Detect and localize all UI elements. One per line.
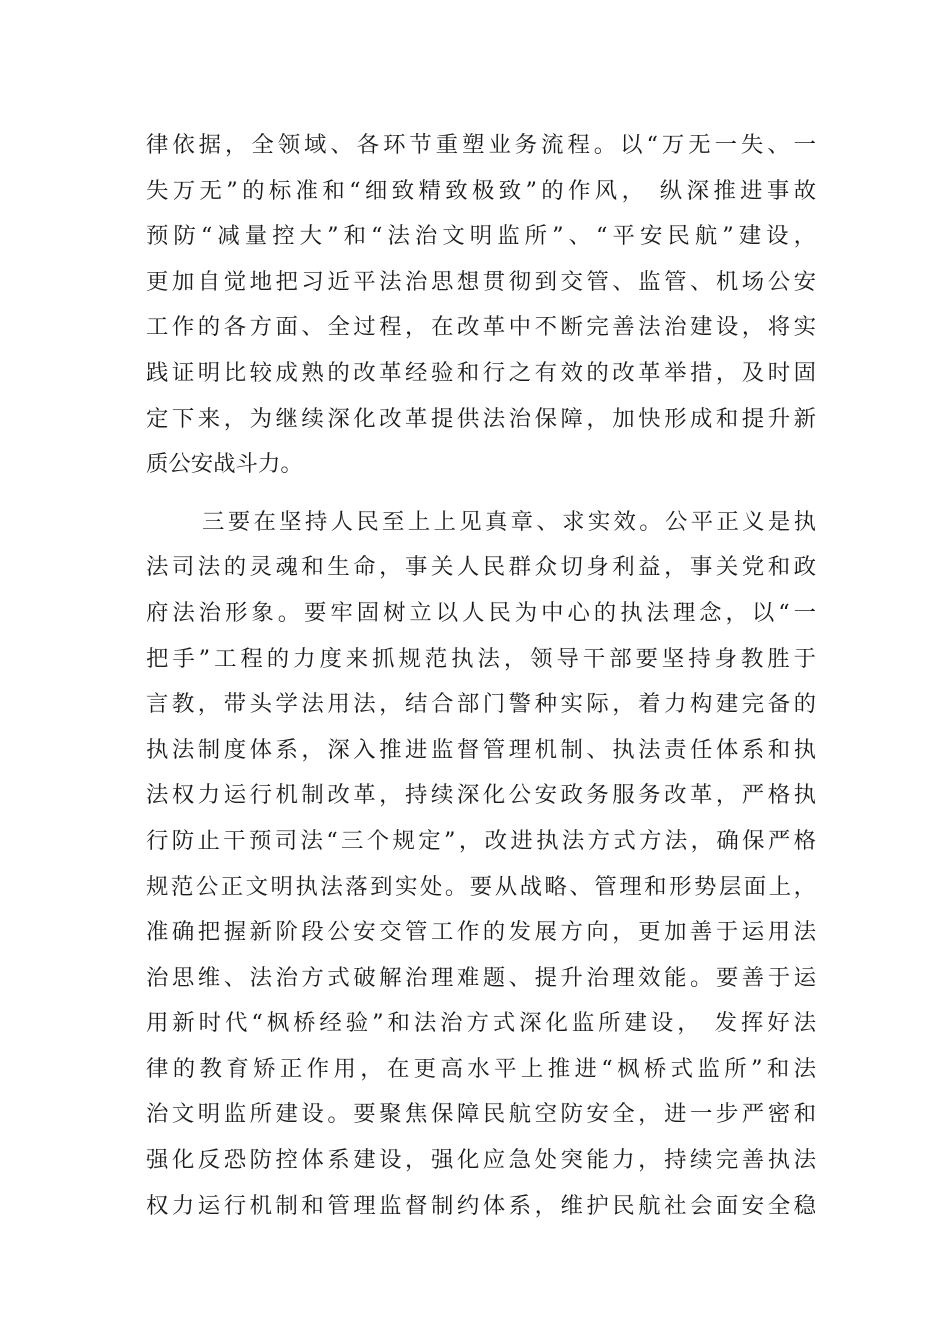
text-line: 工作的各方面、全过程，在改革中不断完善法治建设，将实	[146, 314, 816, 341]
text-line: 权力运行机制和管理监督制约体系，维护民航社会面安全稳	[146, 1192, 816, 1219]
text-line: 规范公正文明执法落到实处。要从战略、管理和形势层面上，	[146, 873, 816, 900]
text-line: 三要在坚持人民至上上见真章、求实效。公平正义是执	[202, 508, 816, 535]
text-line: 执法制度体系，深入推进监督管理机制、执法责任体系和执	[146, 736, 816, 763]
text-line: 用新时代“枫桥经验”和法治方式深化监所建设， 发挥好法	[146, 1010, 816, 1037]
text-line: 法司法的灵魂和生命，事关人民群众切身利益，事关党和政	[146, 554, 816, 581]
body-text	[146, 123, 816, 1229]
text-line: 言教，带头学法用法，结合部门警种实际，着力构建完备的	[146, 691, 816, 718]
text-line: 预防“减量控大”和“法治文明监所”、“平安民航”建设，	[146, 223, 816, 250]
paragraph	[146, 500, 816, 1230]
text-line: 法权力运行机制改革，持续深化公安政务服务改革，严格执	[146, 782, 816, 809]
text-line: 定下来，为继续深化改革提供法治保障，加快形成和提升新	[146, 405, 816, 432]
text-line: 律依据，全领域、各环节重塑业务流程。以“万无一失、一	[146, 132, 816, 158]
text-line: 治思维、法治方式破解治理难题、提升治理效能。要善于运	[146, 964, 816, 991]
text-line: 把手”工程的力度来抓规范执法，领导干部要坚持身教胜于	[146, 645, 816, 672]
paragraph	[146, 123, 816, 488]
text-line: 践证明比较成熟的改革经验和行之有效的改革举措，及时固	[146, 359, 816, 386]
text-line: 准确把握新阶段公安交管工作的发展方向，更加善于运用法	[146, 919, 816, 946]
text-line: 府法治形象。要牢固树立以人民为中心的执法理念，以“一	[146, 599, 816, 626]
text-line: 失万无”的标准和“细致精致极致”的作风， 纵深推进事故	[146, 177, 816, 204]
text-line: 更加自觉地把习近平法治思想贯彻到交管、监管、机场公安	[146, 268, 816, 295]
text-line: 治文明监所建设。要聚焦保障民航空防安全，进一步严密和	[146, 1101, 816, 1128]
text-line: 律的教育矫正作用，在更高水平上推进“枫桥式监所”和法	[146, 1055, 816, 1082]
paragraph-spacer	[146, 488, 816, 500]
text-line: 强化反恐防控体系建设，强化应急处突能力，持续完善执法	[146, 1147, 816, 1174]
text-line: 质公安战斗力。	[146, 451, 303, 478]
text-line: 行防止干预司法“三个规定”，改进执法方式方法，确保严格	[146, 827, 816, 854]
